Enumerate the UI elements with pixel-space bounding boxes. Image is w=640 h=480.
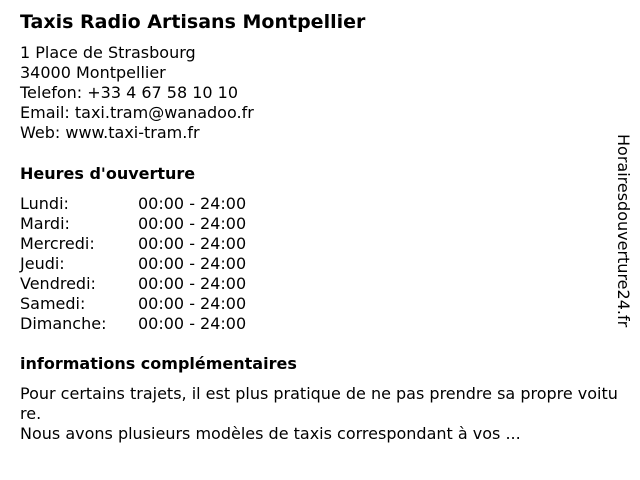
time-range: 00:00 - 24:00 (138, 214, 247, 233)
hours-row-thursday (20, 254, 246, 274)
hours-row-tuesday (20, 214, 246, 234)
contact-block (20, 43, 254, 143)
time-range: 00:00 - 24:00 (138, 294, 247, 313)
hours-row-wednesday (20, 234, 246, 254)
time-range: 00:00 - 24:00 (138, 194, 247, 213)
hours-row-friday (20, 274, 246, 294)
website: Web: www.taxi-tram.fr (20, 123, 200, 142)
additional-info-text (20, 384, 620, 444)
info-paragraph: Nous avons plusieurs modèles de taxis correspondant à vos ... (20, 424, 521, 443)
info-paragraph: Pour certains trajets, il est plus pratique de ne pas prendre sa propre voiture. (20, 384, 618, 423)
day-label: Dimanche: (20, 314, 107, 333)
day-label: Mardi: (20, 214, 70, 233)
street-address: 1 Place de Strasbourg (20, 43, 196, 62)
hours-row-monday (20, 194, 246, 214)
day-label: Samedi: (20, 294, 86, 313)
hours-row-saturday (20, 294, 246, 314)
day-label: Lundi: (20, 194, 69, 213)
phone-number: Telefon: +33 4 67 58 10 10 (20, 83, 239, 102)
hours-row-sunday (20, 314, 246, 334)
time-range: 00:00 - 24:00 (138, 314, 247, 333)
business-name: Taxis Radio Artisans Montpellier (20, 11, 366, 33)
day-label: Mercredi: (20, 234, 95, 253)
time-range: 00:00 - 24:00 (138, 254, 247, 273)
time-range: 00:00 - 24:00 (138, 274, 247, 293)
email-address: Email: taxi.tram@wanadoo.fr (20, 103, 254, 122)
opening-hours-table (20, 194, 246, 334)
site-watermark-label: Horairesdouverture24.fr (614, 134, 633, 328)
city-address: 34000 Montpellier (20, 63, 166, 82)
day-label: Jeudi: (20, 254, 65, 273)
additional-info-heading: informations complémentaires (20, 354, 297, 373)
time-range: 00:00 - 24:00 (138, 234, 247, 253)
opening-hours-heading: Heures d'ouverture (20, 164, 196, 183)
day-label: Vendredi: (20, 274, 96, 293)
